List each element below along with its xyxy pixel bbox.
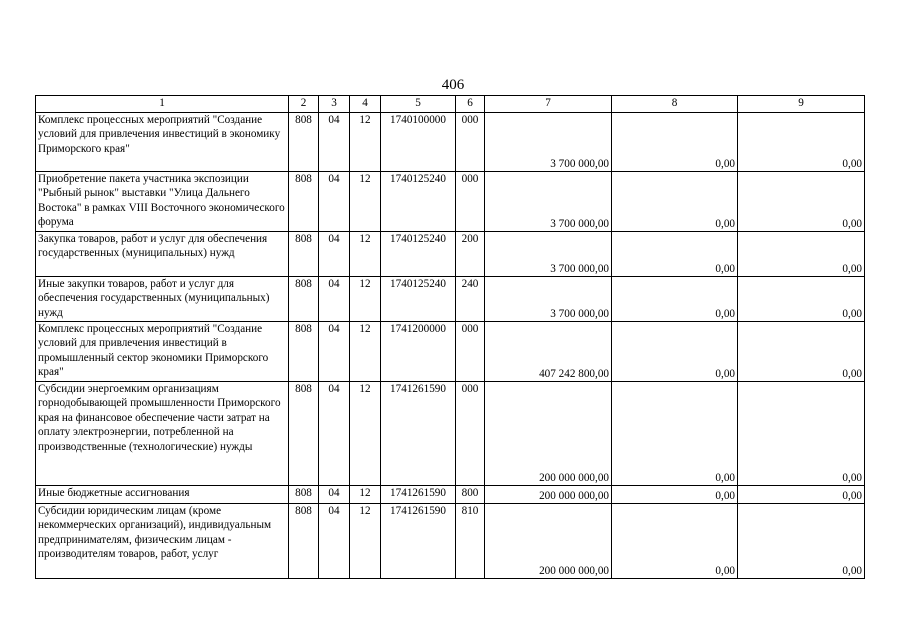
row-name: Приобретение пакета участника экспозиции "Рыбный рынок" выставки "Улица Дальнего Востока" в рамках VIII Восточного экономического форума	[36, 172, 289, 232]
row-expense-type: 810	[456, 504, 485, 579]
row-amount-col8: 0,00	[612, 322, 738, 382]
row-expense-type: 800	[456, 486, 485, 504]
row-name: Комплекс процессных мероприятий "Создание условий для привлечения инвестиций в экономику Приморского края"	[36, 113, 289, 172]
row-subsection-code: 12	[350, 322, 381, 382]
row-ministry-code: 808	[289, 277, 319, 322]
row-name: Субсидии энергоемким организациям горнодобывающей промышленности Приморского края на финансовое обеспечение части затрат на оплату электроэнергии, потребленной на производственные (технологические) нужды	[36, 382, 289, 486]
row-section-code: 04	[319, 277, 350, 322]
row-target-code: 1740125240	[381, 172, 456, 232]
row-target-code: 1740125240	[381, 277, 456, 322]
row-expense-type: 000	[456, 172, 485, 232]
row-section-code: 04	[319, 382, 350, 486]
row-ministry-code: 808	[289, 232, 319, 277]
row-subsection-code: 12	[350, 382, 381, 486]
header-cell: 4	[350, 96, 381, 113]
budget-table	[35, 95, 865, 579]
row-amount-col8: 0,00	[612, 113, 738, 172]
row-ministry-code: 808	[289, 382, 319, 486]
header-cell: 2	[289, 96, 319, 113]
header-cell: 8	[612, 96, 738, 113]
row-amount-col7: 200 000 000,00	[485, 382, 612, 486]
row-ministry-code: 808	[289, 172, 319, 232]
row-amount-col9: 0,00	[738, 486, 865, 504]
table-row	[36, 486, 865, 504]
row-amount-col9: 0,00	[738, 232, 865, 277]
header-cell: 9	[738, 96, 865, 113]
row-amount-col7: 200 000 000,00	[485, 504, 612, 579]
row-target-code: 1740100000	[381, 113, 456, 172]
header-cell: 1	[36, 96, 289, 113]
row-ministry-code: 808	[289, 504, 319, 579]
row-amount-col9: 0,00	[738, 277, 865, 322]
row-ministry-code: 808	[289, 113, 319, 172]
row-name: Иные закупки товаров, работ и услуг для обеспечения государственных (муниципальных) нужд	[36, 277, 289, 322]
row-section-code: 04	[319, 113, 350, 172]
row-amount-col7: 3 700 000,00	[485, 277, 612, 322]
row-expense-type: 000	[456, 113, 485, 172]
row-amount-col8: 0,00	[612, 232, 738, 277]
row-amount-col7: 3 700 000,00	[485, 113, 612, 172]
table-row	[36, 232, 865, 277]
row-name: Комплекс процессных мероприятий "Создание условий для привлечения инвестиций в промышленный сектор экономики Приморского края"	[36, 322, 289, 382]
row-name: Иные бюджетные ассигнования	[36, 486, 289, 504]
row-subsection-code: 12	[350, 504, 381, 579]
row-subsection-code: 12	[350, 113, 381, 172]
row-amount-col8: 0,00	[612, 277, 738, 322]
row-amount-col7: 407 242 800,00	[485, 322, 612, 382]
row-amount-col9: 0,00	[738, 113, 865, 172]
row-amount-col8: 0,00	[612, 172, 738, 232]
row-section-code: 04	[319, 232, 350, 277]
row-target-code: 1741261590	[381, 504, 456, 579]
row-subsection-code: 12	[350, 486, 381, 504]
row-subsection-code: 12	[350, 232, 381, 277]
row-expense-type: 240	[456, 277, 485, 322]
row-ministry-code: 808	[289, 486, 319, 504]
row-amount-col7: 200 000 000,00	[485, 486, 612, 504]
row-target-code: 1741200000	[381, 322, 456, 382]
table-row	[36, 113, 865, 172]
row-section-code: 04	[319, 322, 350, 382]
page-number: 406	[441, 77, 465, 93]
row-amount-col9: 0,00	[738, 172, 865, 232]
row-amount-col7: 3 700 000,00	[485, 172, 612, 232]
table-row	[36, 322, 865, 382]
table-row	[36, 277, 865, 322]
header-cell: 6	[456, 96, 485, 113]
row-amount-col9: 0,00	[738, 504, 865, 579]
row-amount-col9: 0,00	[738, 382, 865, 486]
row-amount-col8: 0,00	[612, 486, 738, 504]
header-cell: 7	[485, 96, 612, 113]
row-section-code: 04	[319, 486, 350, 504]
header-row	[36, 96, 865, 113]
header-cell: 5	[381, 96, 456, 113]
row-expense-type: 000	[456, 382, 485, 486]
row-section-code: 04	[319, 504, 350, 579]
row-subsection-code: 12	[350, 172, 381, 232]
row-amount-col7: 3 700 000,00	[485, 232, 612, 277]
row-section-code: 04	[319, 172, 350, 232]
row-name: Субсидии юридическим лицам (кроме некоммерческих организаций), индивидуальным предпринимателям, физическим лицам - производителям товаров, работ, услуг	[36, 504, 289, 579]
table-row	[36, 382, 865, 486]
row-amount-col8: 0,00	[612, 504, 738, 579]
row-target-code: 1741261590	[381, 486, 456, 504]
row-expense-type: 000	[456, 322, 485, 382]
row-target-code: 1741261590	[381, 382, 456, 486]
row-subsection-code: 12	[350, 277, 381, 322]
row-target-code: 1740125240	[381, 232, 456, 277]
table-row	[36, 172, 865, 232]
table-row	[36, 504, 865, 579]
row-ministry-code: 808	[289, 322, 319, 382]
header-cell: 3	[319, 96, 350, 113]
row-name: Закупка товаров, работ и услуг для обеспечения государственных (муниципальных) нужд	[36, 232, 289, 277]
row-amount-col9: 0,00	[738, 322, 865, 382]
row-amount-col8: 0,00	[612, 382, 738, 486]
row-expense-type: 200	[456, 232, 485, 277]
